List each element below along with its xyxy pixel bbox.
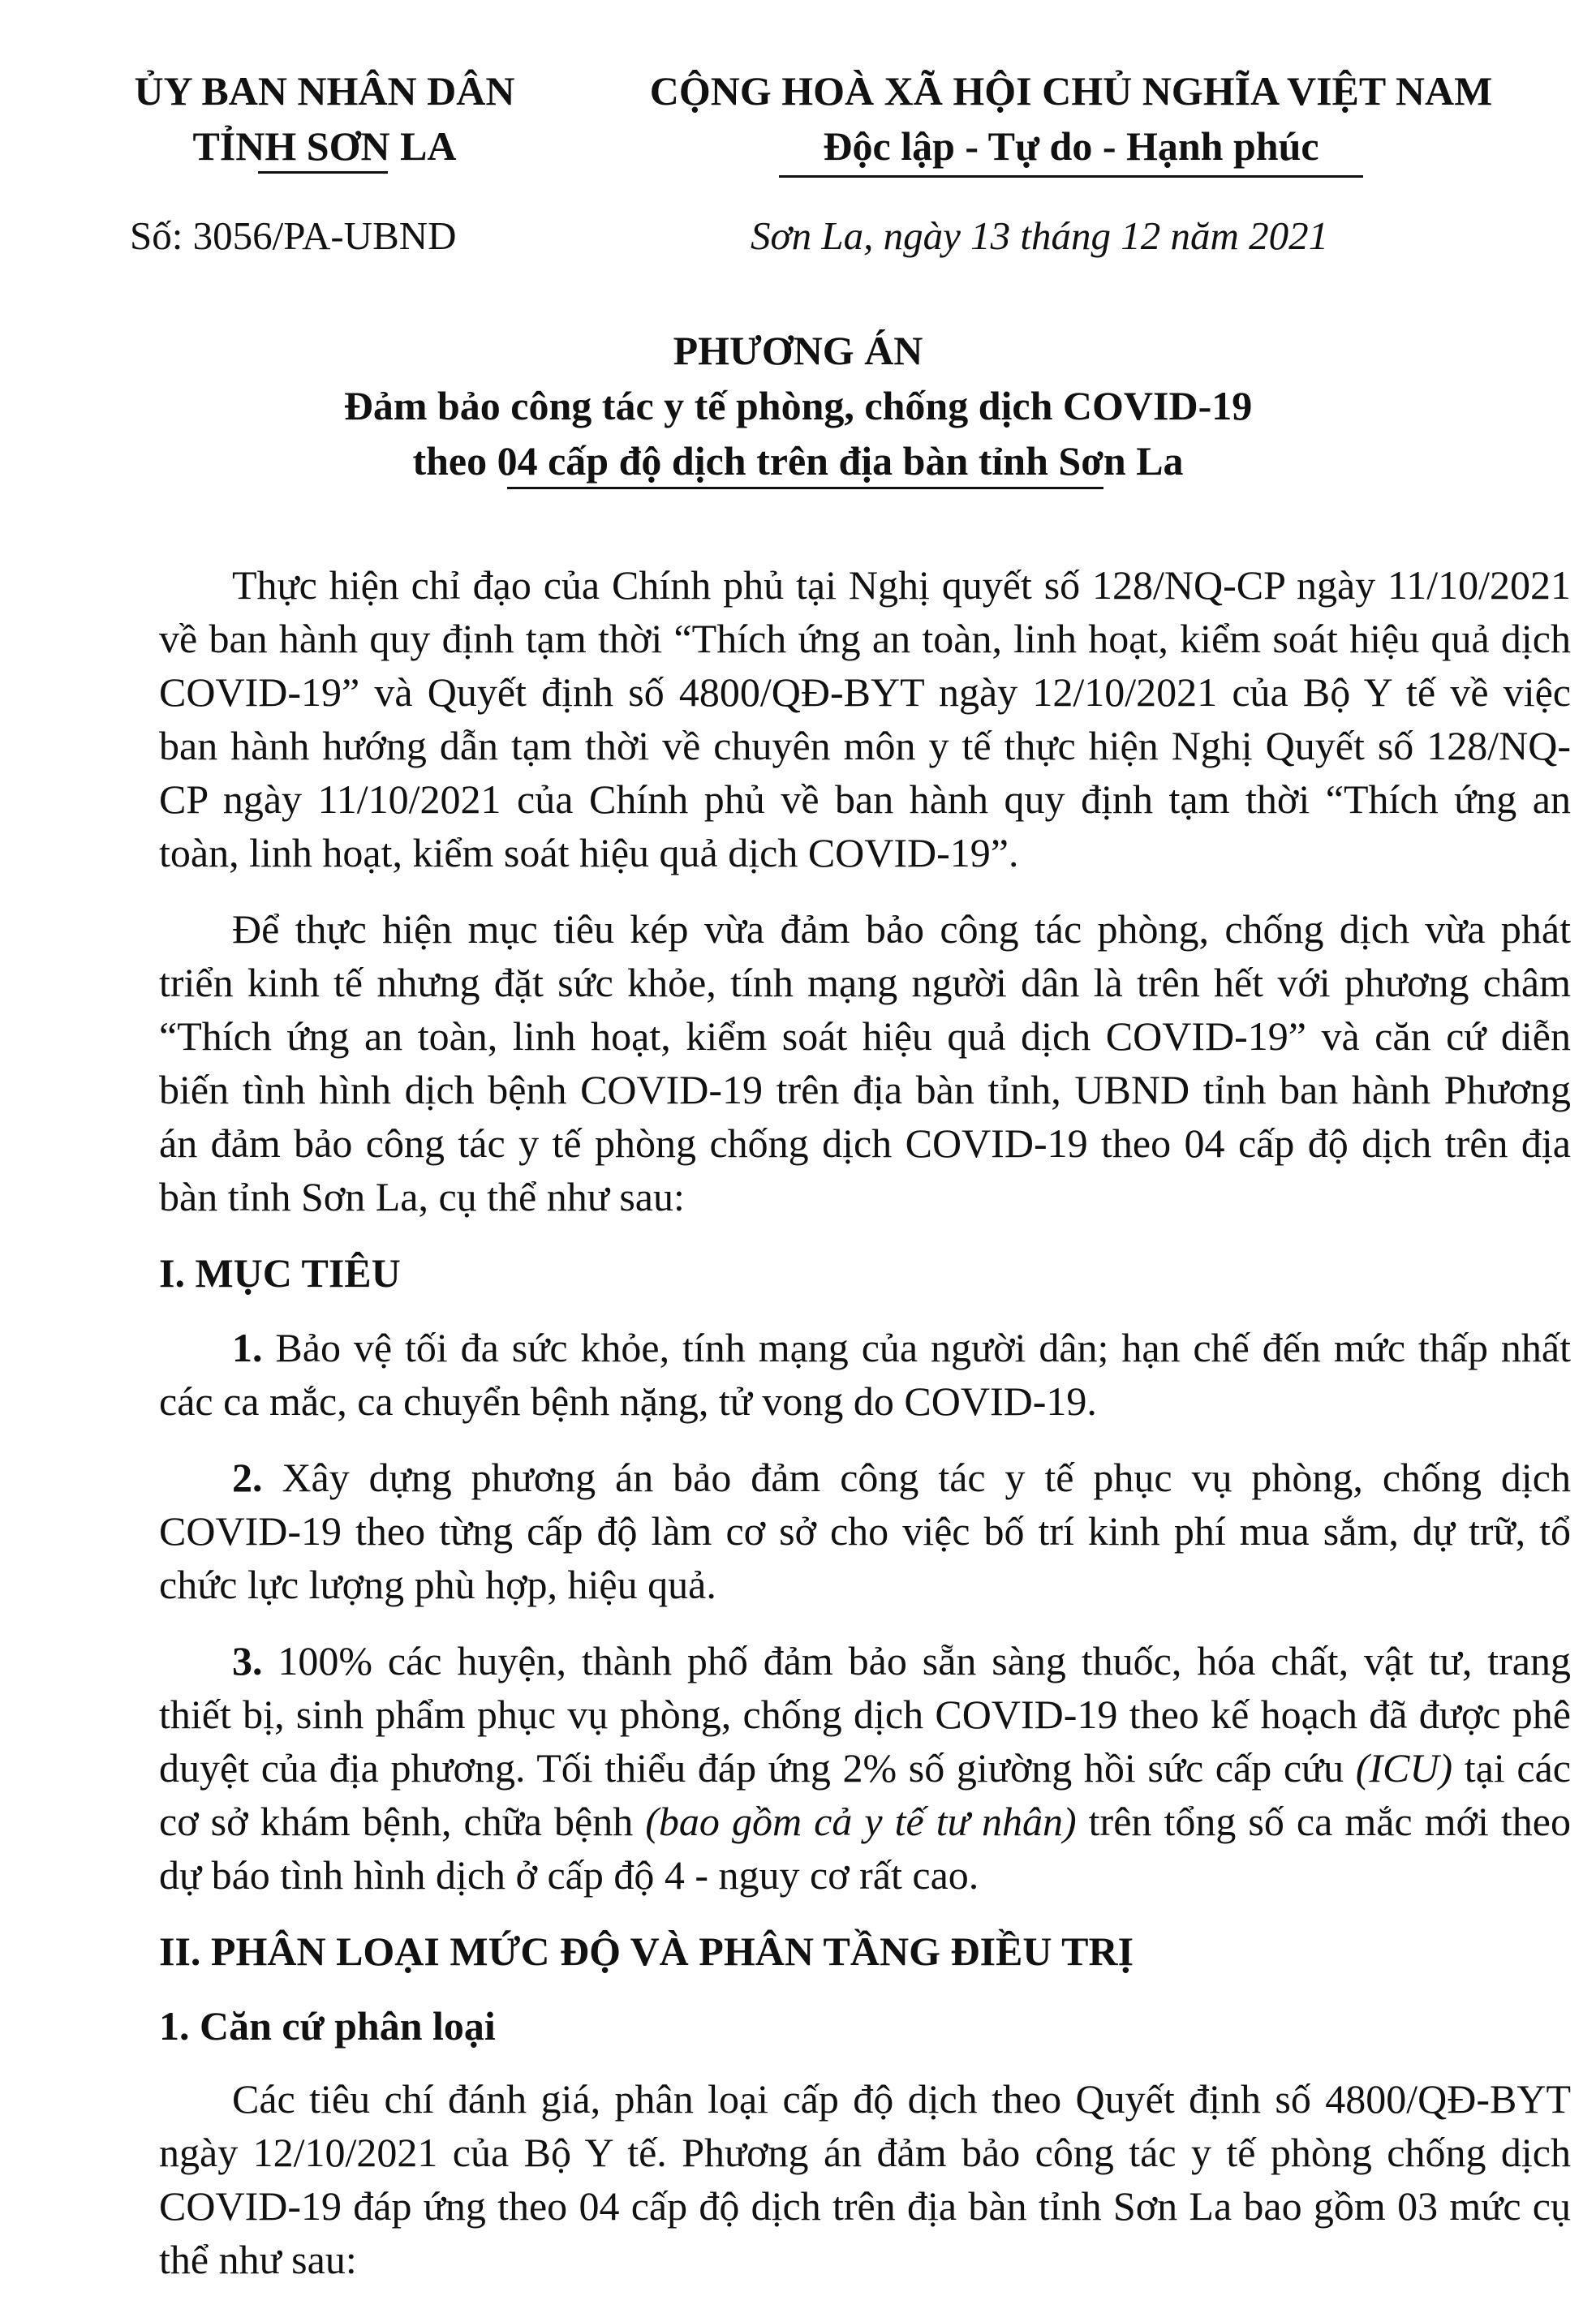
title-line-3: theo 04 cấp độ dịch trên địa bàn tỉnh Sơn La [412,438,1184,484]
issuing-agency [97,63,552,174]
agency-line-1: ỦY BAN NHÂN DÂN [134,68,515,114]
title-line-2: Đảm bảo công tác y tế phòng, chống dịch COVID-19 [343,383,1253,428]
icu-note: (ICU) [1355,1745,1453,1791]
objective-item-2 [159,1451,1571,1611]
title-underline [507,487,1103,489]
agency-line-2: TỈNH SƠN LA [192,123,457,169]
item-text: Xây dựng phương án bảo đảm công tác y tế phục vụ phòng, chống dịch COVID-19 theo từng cấp độ làm cơ sở cho việc bố trí kinh phí mua sắm, dự trữ, tổ chức lực lượng phù hợp, hiệu quả. [159,1455,1571,1607]
section-heading-objectives [159,1246,1571,1300]
intro-paragraph: Thực hiện chỉ đạo của Chính phủ tại Nghị quyết số 128/NQ-CP ngày 11/10/2021 về ban hành quy định tạm thời “Thích ứng an toàn, linh hoạt, kiểm soát hiệu quả dịch COVID-19” và Quyết định số 4800/QĐ-BYT ngày 12/10/2021 của Bộ Y tế về việc ban hành hướng dẫn tạm thời về chuyên môn y tế thực hiện Nghị Quyết số 128/NQ-CP ngày 11/10/2021 của Chính phủ về ban hành quy định tạm thời “Thích ứng an toàn, linh hoạt, kiểm soát hiệu quả dịch COVID-19”. [159,562,1571,875]
document-number: Số: 3056/PA-UBND [130,213,457,258]
nation-line-1: CỘNG HOÀ XÃ HỘI CHỦ NGHĨA VIỆT NAM [649,68,1493,114]
private-sector-note: (bao gồm cả y tế tư nhân) [645,1799,1077,1844]
objective-item-3 [159,1634,1571,1902]
national-motto [592,63,1550,174]
item-number: 1. [232,1325,263,1370]
classification-paragraph: Các tiêu chí đánh giá, phân loại cấp độ dịch theo Quyết định số 4800/QĐ-BYT ngày 12/10/2021 của Bộ Y tế. Phương án đảm bảo công tác y tế phòng chống dịch COVID-19 đáp ứng theo 04 cấp độ dịch trên địa bàn tỉnh Sơn La bao gồm 03 mức cụ thể như sau: [159,2076,1571,2282]
item-number: 2. [232,1455,263,1500]
place-and-date: Sơn La, ngày 13 tháng 12 năm 2021 [751,213,1329,258]
document-body [159,558,1571,2309]
item-text: trên tổng số ca mắc mới theo dự báo tình hình dịch ở cấp độ 4 - nguy cơ rất cao. [159,1799,1571,1898]
agency-underline [258,171,388,174]
document-title [162,323,1434,488]
item-text: 100% các huyện, thành phố đảm bảo sẵn sàng thuốc, hóa chất, vật tư, trang thiết bị, sinh phẩm phục vụ phòng, chống dịch COVID-19 theo kế hoạch đã được phê duyệt của địa phương. Tối thiểu đáp ứng 2% số giường hồi sức cấp cứu [159,1638,1571,1791]
purpose-paragraph: Để thực hiện mục tiêu kép vừa đảm bảo công tác phòng, chống dịch vừa phát triển kinh tế nhưng đặt sức khỏe, tính mạng người dân là trên hết với phương châm “Thích ứng an toàn, linh hoạt, kiểm soát hiệu quả dịch COVID-19” và căn cứ diễn biến tình hình dịch bệnh COVID-19 trên địa bàn tỉnh, UBND tỉnh ban hành Phương án đảm bảo công tác y tế phòng chống dịch COVID-19 theo 04 cấp độ dịch trên địa bàn tỉnh Sơn La, cụ thể như sau: [159,906,1571,1219]
section-heading-text: I. MỤC TIÊU [159,1250,401,1296]
subsection-heading-basis: 1. Căn cứ phân loại [159,2003,496,2049]
item-text: tại các cơ sở khám bệnh, chữa bệnh [159,1745,1571,1844]
section-heading-classification: II. PHÂN LOẠI MỨC ĐỘ VÀ PHÂN TẦNG ĐIỀU TRỊ [159,1928,1134,1974]
item-text: Bảo vệ tối đa sức khỏe, tính mạng của người dân; hạn chế đến mức thấp nhất các ca mắc, ca chuyển bệnh nặng, tử vong do COVID-19. [159,1325,1571,1424]
motto-underline [779,175,1363,178]
nation-line-2: Độc lập - Tự do - Hạnh phúc [823,123,1319,169]
objective-item-1 [159,1321,1571,1428]
item-number: 3. [232,1638,263,1683]
title-line-1: PHƯƠNG ÁN [673,328,923,373]
